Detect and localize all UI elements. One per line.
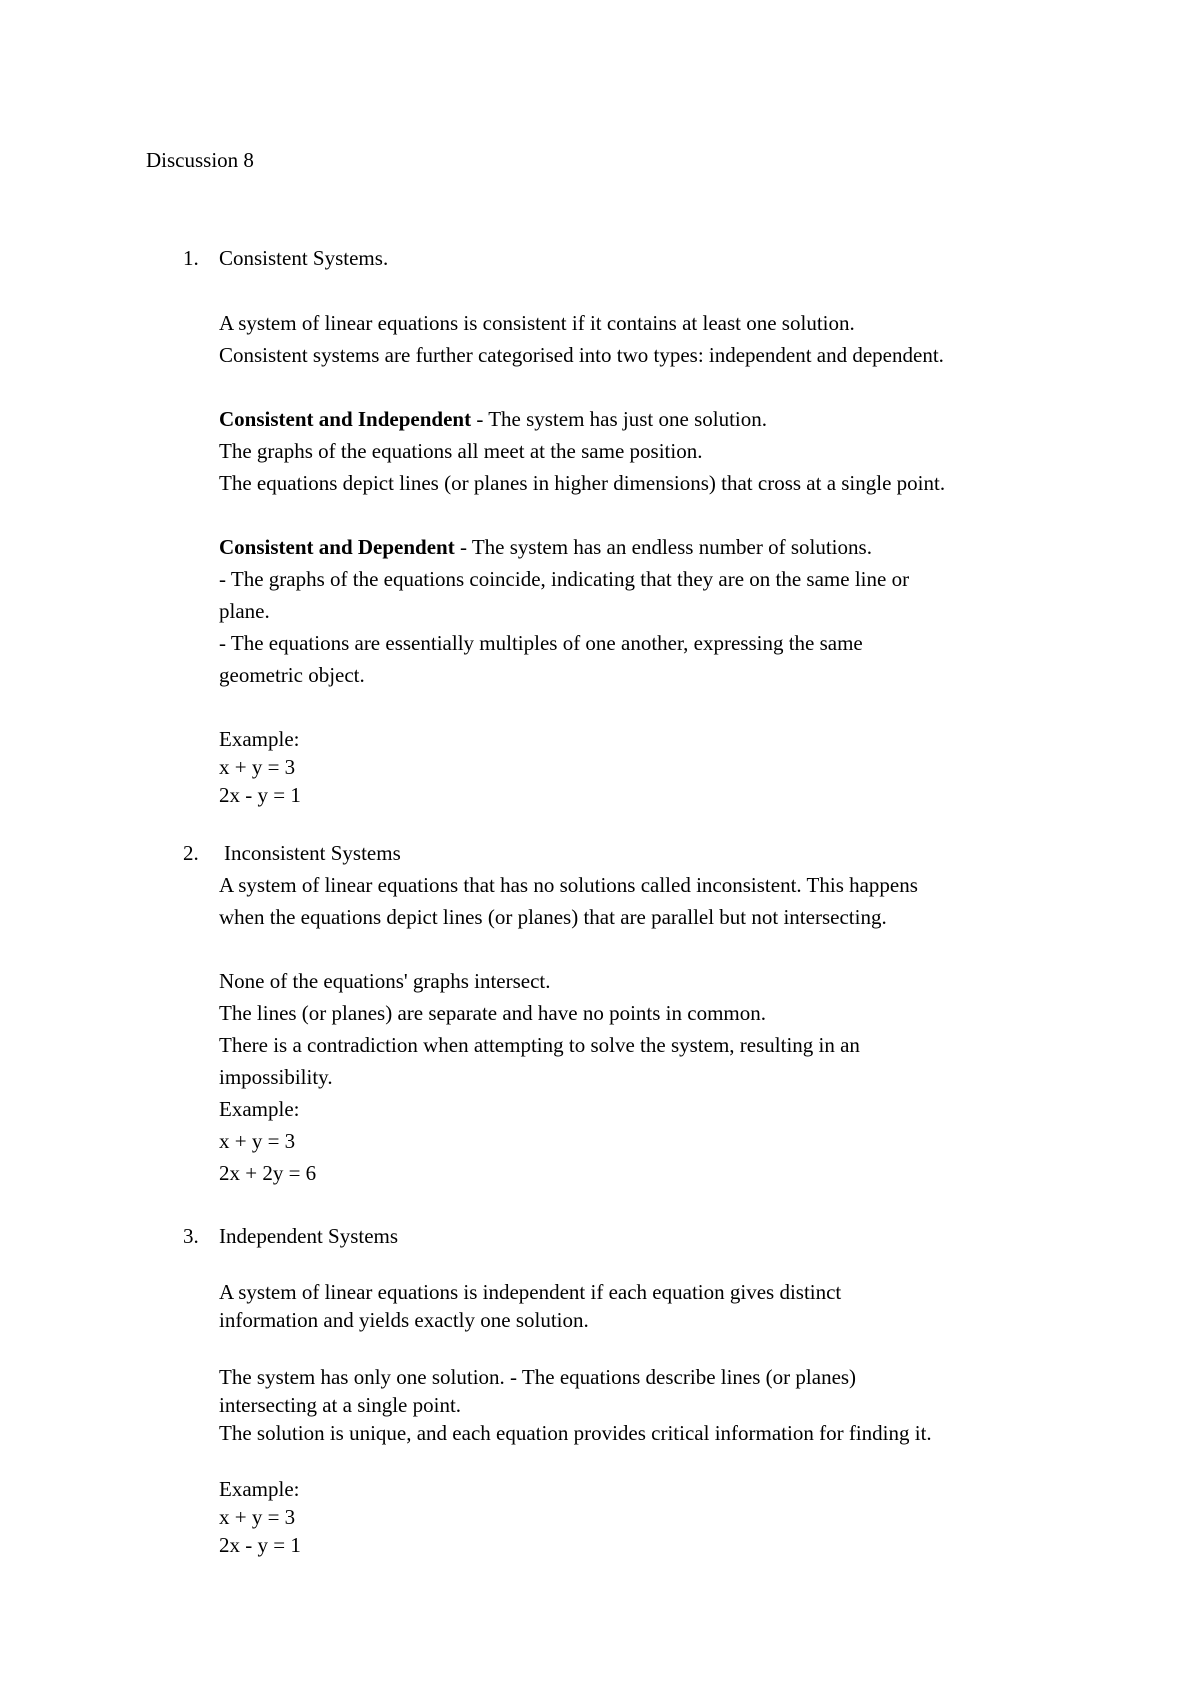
consistent-independent-text: - The system has just one solution. bbox=[471, 407, 768, 431]
section-2-line: The lines (or planes) are separate and have no points in common. bbox=[219, 1001, 766, 1025]
section-1-equation: 2x - y = 1 bbox=[219, 783, 301, 807]
section-3-line: intersecting at a single point. bbox=[219, 1393, 462, 1417]
section-3-heading: Independent Systems bbox=[219, 1224, 399, 1248]
section-2-equation: 2x + 2y = 6 bbox=[219, 1161, 317, 1185]
section-1-example-label: Example: bbox=[219, 727, 300, 751]
consistent-independent-line: The graphs of the equations all meet at the same position. bbox=[219, 439, 703, 463]
section-2-intro-line: A system of linear equations that has no solutions called inconsistent. This happens bbox=[219, 873, 918, 897]
section-1-heading: Consistent Systems. bbox=[219, 246, 389, 270]
section-1-number: 1. bbox=[183, 246, 199, 270]
section-2-equation: x + y = 3 bbox=[219, 1129, 296, 1153]
document-title: Discussion 8 bbox=[146, 148, 254, 172]
section-3-intro-line: A system of linear equations is independent if each equation gives distinct bbox=[219, 1280, 842, 1304]
section-1-intro-line: A system of linear equations is consistent if it contains at least one solution. bbox=[219, 311, 855, 335]
consistent-dependent-line: - The equations are essentially multiples of one another, expressing the same bbox=[219, 631, 863, 655]
section-3-equation: x + y = 3 bbox=[219, 1505, 296, 1529]
consistent-dependent-line: geometric object. bbox=[219, 663, 365, 687]
section-3-equation: 2x - y = 1 bbox=[219, 1533, 301, 1557]
consistent-dependent-term: Consistent and Dependent bbox=[219, 535, 455, 559]
section-1-equation: x + y = 3 bbox=[219, 755, 296, 779]
section-1-intro-line: Consistent systems are further categorised into two types: independent and dependent. bbox=[219, 343, 944, 367]
section-3-line: The system has only one solution. - The equations describe lines (or planes) bbox=[219, 1365, 857, 1389]
consistent-independent-definition bbox=[219, 405, 767, 433]
section-3-line: The solution is unique, and each equation provides critical information for finding it. bbox=[219, 1421, 932, 1445]
consistent-dependent-definition bbox=[219, 533, 872, 561]
section-2-line: None of the equations' graphs intersect. bbox=[219, 969, 551, 993]
section-3-number: 3. bbox=[183, 1224, 199, 1248]
section-2-line: impossibility. bbox=[219, 1065, 333, 1089]
section-3-intro-line: information and yields exactly one solution. bbox=[219, 1308, 589, 1332]
section-3-example-label: Example: bbox=[219, 1477, 300, 1501]
consistent-dependent-line: plane. bbox=[219, 599, 270, 623]
consistent-dependent-line: - The graphs of the equations coincide, indicating that they are on the same line or bbox=[219, 567, 910, 591]
section-2-number: 2. bbox=[183, 841, 199, 865]
section-2-line: There is a contradiction when attempting to solve the system, resulting in an bbox=[219, 1033, 860, 1057]
consistent-dependent-text: - The system has an endless number of solutions. bbox=[454, 535, 872, 559]
section-2-heading: Inconsistent Systems bbox=[224, 841, 401, 865]
section-2-intro-line: when the equations depict lines (or planes) that are parallel but not intersecting. bbox=[219, 905, 887, 929]
section-2-example-label: Example: bbox=[219, 1097, 300, 1121]
consistent-independent-term: Consistent and Independent bbox=[219, 407, 472, 431]
consistent-independent-line: The equations depict lines (or planes in higher dimensions) that cross at a single point. bbox=[219, 471, 946, 495]
